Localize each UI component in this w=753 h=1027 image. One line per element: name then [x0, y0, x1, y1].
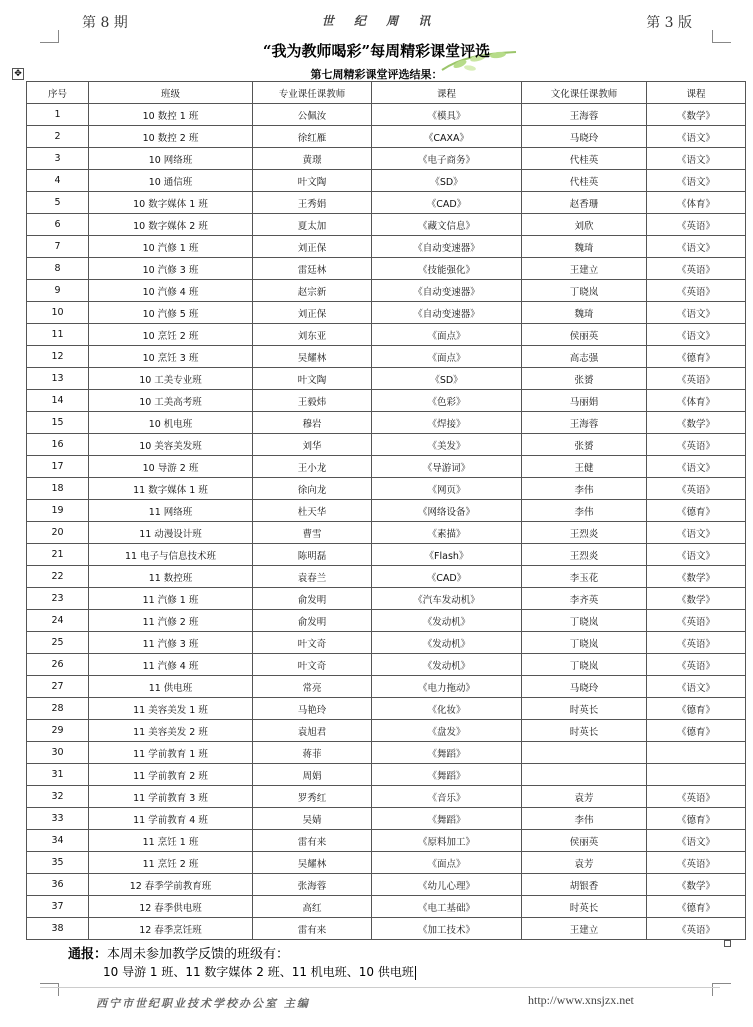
table-cell: 《数学》 [647, 588, 746, 610]
table-row [27, 874, 746, 896]
table-cell: 徐向龙 [253, 478, 372, 500]
table-cell: 《电力拖动》 [372, 676, 522, 698]
table-cell: 常亮 [253, 676, 372, 698]
footer-url[interactable]: http://www.xnsjzx.net [528, 993, 634, 1007]
table-cell: 王建立 [522, 258, 647, 280]
table-cell: 《加工技术》 [372, 918, 522, 940]
table-cell: 33 [27, 808, 89, 830]
table-cell: 11 汽修 1 班 [89, 588, 253, 610]
table-cell: 11 学前教育 2 班 [89, 764, 253, 786]
table-cell: 《舞蹈》 [372, 764, 522, 786]
table-cell: 17 [27, 456, 89, 478]
table-cell: 王烈炎 [522, 544, 647, 566]
table-cell: 徐红雁 [253, 126, 372, 148]
table-cell: 11 美容美发 2 班 [89, 720, 253, 742]
table-cell: 王海蓉 [522, 104, 647, 126]
page-header [40, 8, 720, 32]
table-cell: 《英语》 [647, 214, 746, 236]
table-cell: 《英语》 [647, 918, 746, 940]
table-cell: 袁旭君 [253, 720, 372, 742]
table-row [27, 170, 746, 192]
table-cell: 9 [27, 280, 89, 302]
crop-mark-bottom-right [712, 983, 731, 996]
table-cell: 26 [27, 654, 89, 676]
table-cell: 10 数字媒体 2 班 [89, 214, 253, 236]
table-cell: 《网页》 [372, 478, 522, 500]
table-cell: 10 汽修 4 班 [89, 280, 253, 302]
table-cell: 《体育》 [647, 192, 746, 214]
table-cell: 《发动机》 [372, 654, 522, 676]
table-resize-handle[interactable] [724, 940, 731, 947]
table-cell: 张赟 [522, 368, 647, 390]
table-cell: 王小龙 [253, 456, 372, 478]
table-cell: 周娟 [253, 764, 372, 786]
table-row [27, 896, 746, 918]
table-cell: 12 春季学前教育班 [89, 874, 253, 896]
table-cell: 《数学》 [647, 566, 746, 588]
table-cell: 《焊接》 [372, 412, 522, 434]
table-cell: 马晓玲 [522, 126, 647, 148]
table-cell: 《SD》 [372, 368, 522, 390]
table-cell: 袁芳 [522, 786, 647, 808]
table-cell: 6 [27, 214, 89, 236]
table-cell: 侯丽英 [522, 324, 647, 346]
table-cell: 10 美容美发班 [89, 434, 253, 456]
table-cell: 雷有来 [253, 918, 372, 940]
table-cell: 《自动变速器》 [372, 302, 522, 324]
table-cell: 张海蓉 [253, 874, 372, 896]
notice-label: 通报： [68, 947, 108, 962]
table-row [27, 852, 746, 874]
table-row [27, 544, 746, 566]
table-cell: 丁晓岚 [522, 654, 647, 676]
table-cell: 《德育》 [647, 896, 746, 918]
table-cell: 《英语》 [647, 478, 746, 500]
table-cell: 侯丽英 [522, 830, 647, 852]
table-cell: 11 供电班 [89, 676, 253, 698]
table-cell: 穆岩 [253, 412, 372, 434]
table-row [27, 368, 746, 390]
table-cell: 俞发明 [253, 588, 372, 610]
table-cell: 王海蓉 [522, 412, 647, 434]
table-cell: 《CAXA》 [372, 126, 522, 148]
table-cell: 2 [27, 126, 89, 148]
table-cell: 《电子商务》 [372, 148, 522, 170]
table-cell [647, 742, 746, 764]
table-cell: 《化妆》 [372, 698, 522, 720]
table-cell: 34 [27, 830, 89, 852]
table-cell: 21 [27, 544, 89, 566]
table-row [27, 720, 746, 742]
table-cell: 《英语》 [647, 852, 746, 874]
table-cell: 刘正保 [253, 236, 372, 258]
table-row [27, 742, 746, 764]
table-cell: 马艳玲 [253, 698, 372, 720]
table-cell: 11 电子与信息技术班 [89, 544, 253, 566]
crop-mark-bottom-left [40, 983, 59, 996]
table-cell: 11 数字媒体 1 班 [89, 478, 253, 500]
notice-class-list[interactable] [103, 963, 416, 980]
table-cell: 《面点》 [372, 852, 522, 874]
table-cell: 俞发明 [253, 610, 372, 632]
column-header: 课程 [647, 82, 746, 104]
table-cell: 蒋菲 [253, 742, 372, 764]
table-cell: 10 网络班 [89, 148, 253, 170]
table-cell: 27 [27, 676, 89, 698]
table-cell [522, 742, 647, 764]
table-row [27, 324, 746, 346]
table-cell: 31 [27, 764, 89, 786]
table-row [27, 698, 746, 720]
table-cell: 赵宗新 [253, 280, 372, 302]
table-cell: 23 [27, 588, 89, 610]
table-row [27, 676, 746, 698]
table-cell: 《原料加工》 [372, 830, 522, 852]
table-cell: 11 数控班 [89, 566, 253, 588]
column-header: 课程 [372, 82, 522, 104]
table-cell: 29 [27, 720, 89, 742]
table-row [27, 412, 746, 434]
table-cell: 王健 [522, 456, 647, 478]
table-cell: 《CAD》 [372, 566, 522, 588]
table-cell: 叶文奇 [253, 632, 372, 654]
table-row [27, 390, 746, 412]
table-row [27, 126, 746, 148]
table-cell: 刘欣 [522, 214, 647, 236]
table-cell: 《数学》 [647, 412, 746, 434]
table-cell: 叶文陶 [253, 368, 372, 390]
table-cell: 吴耀林 [253, 852, 372, 874]
table-cell: 《语文》 [647, 324, 746, 346]
table-cell: 魏琦 [522, 236, 647, 258]
table-cell: 38 [27, 918, 89, 940]
table-cell: 11 学前教育 3 班 [89, 786, 253, 808]
table-cell: 丁晓岚 [522, 610, 647, 632]
column-header: 班级 [89, 82, 253, 104]
table-body [27, 104, 746, 940]
table-row [27, 236, 746, 258]
table-cell: 马丽娟 [522, 390, 647, 412]
table-cell: 王秀娟 [253, 192, 372, 214]
table-cell: 王建立 [522, 918, 647, 940]
table-cell: 《美发》 [372, 434, 522, 456]
table-cell: 张赟 [522, 434, 647, 456]
table-cell: 《网络设备》 [372, 500, 522, 522]
table-cell: 陈明磊 [253, 544, 372, 566]
table-cell: 丁晓岚 [522, 632, 647, 654]
table-cell: 10 [27, 302, 89, 324]
page-subtitle: 第七周精彩课堂评选结果： [310, 68, 443, 81]
notice-classes: 10 导游 1 班、11 数字媒体 2 班、11 机电班、10 供电班 [103, 965, 414, 979]
table-cell: 《色彩》 [372, 390, 522, 412]
table-cell: 《德育》 [647, 808, 746, 830]
table-cell: 15 [27, 412, 89, 434]
table-cell: 28 [27, 698, 89, 720]
table-cell: 丁晓岚 [522, 280, 647, 302]
table-cell: 10 数控 1 班 [89, 104, 253, 126]
table-cell: 11 汽修 3 班 [89, 632, 253, 654]
footer-rule [40, 987, 720, 988]
table-cell: 11 [27, 324, 89, 346]
table-row [27, 434, 746, 456]
table-row [27, 632, 746, 654]
table-cell: 吴婧 [253, 808, 372, 830]
table-cell: 7 [27, 236, 89, 258]
table-cell: 刘华 [253, 434, 372, 456]
table-row [27, 786, 746, 808]
table-cell: 王毅炜 [253, 390, 372, 412]
table-cell: 时英长 [522, 896, 647, 918]
table-cell: 24 [27, 610, 89, 632]
table-cell: 11 动漫设计班 [89, 522, 253, 544]
table-cell: 11 汽修 4 班 [89, 654, 253, 676]
table-cell: 《英语》 [647, 280, 746, 302]
table-cell: 李齐英 [522, 588, 647, 610]
table-cell: 10 通信班 [89, 170, 253, 192]
table-cell: 3 [27, 148, 89, 170]
table-cell: 袁芳 [522, 852, 647, 874]
table-row [27, 258, 746, 280]
table-cell: 《语文》 [647, 544, 746, 566]
table-cell: 《模具》 [372, 104, 522, 126]
table-cell: 32 [27, 786, 89, 808]
table-cell: 王烈炎 [522, 522, 647, 544]
table-cell: 《语文》 [647, 170, 746, 192]
text-cursor [415, 966, 416, 980]
table-cell: 19 [27, 500, 89, 522]
table-cell: 11 烹饪 2 班 [89, 852, 253, 874]
table-cell: 《德育》 [647, 500, 746, 522]
table-cell: 《语文》 [647, 522, 746, 544]
table-cell: 10 导游 2 班 [89, 456, 253, 478]
table-cell: 雷廷林 [253, 258, 372, 280]
table-cell: 刘东亚 [253, 324, 372, 346]
table-cell: 《发动机》 [372, 610, 522, 632]
table-cell: 《数学》 [647, 874, 746, 896]
table-cell: 《盘发》 [372, 720, 522, 742]
table-row [27, 192, 746, 214]
table-cell: 《幼儿心理》 [372, 874, 522, 896]
table-cell: 时英长 [522, 720, 647, 742]
table-cell: 《面点》 [372, 324, 522, 346]
table-cell: 10 烹饪 3 班 [89, 346, 253, 368]
table-cell: 夏太加 [253, 214, 372, 236]
table-cell: 袁春兰 [253, 566, 372, 588]
table-cell: 魏琦 [522, 302, 647, 324]
table-cell: 《英语》 [647, 632, 746, 654]
page-title: “我为教师喝彩”每周精彩课堂评选 [262, 42, 491, 60]
table-cell: 《英语》 [647, 654, 746, 676]
table-cell: 高红 [253, 896, 372, 918]
table-row [27, 808, 746, 830]
table-cell: 《音乐》 [372, 786, 522, 808]
table-row [27, 500, 746, 522]
table-cell: 10 机电班 [89, 412, 253, 434]
table-cell: 代桂英 [522, 148, 647, 170]
table-row [27, 346, 746, 368]
column-header: 文化课任课教师 [522, 82, 647, 104]
table-cell: 10 工美专业班 [89, 368, 253, 390]
table-row [27, 302, 746, 324]
notice [68, 943, 289, 962]
table-cell: 《导游词》 [372, 456, 522, 478]
table-cell: 12 春季供电班 [89, 896, 253, 918]
table-cell: 36 [27, 874, 89, 896]
table-cell: 《舞蹈》 [372, 808, 522, 830]
table-row [27, 830, 746, 852]
table-cell: 11 烹饪 1 班 [89, 830, 253, 852]
table-row [27, 214, 746, 236]
table-cell: 10 汽修 5 班 [89, 302, 253, 324]
table-cell: 《英语》 [647, 368, 746, 390]
table-cell: 赵香珊 [522, 192, 647, 214]
table-cell: 《语文》 [647, 126, 746, 148]
table-cell: 高志强 [522, 346, 647, 368]
table-cell: 叶文陶 [253, 170, 372, 192]
table-cell: 10 烹饪 2 班 [89, 324, 253, 346]
table-cell: 《舞蹈》 [372, 742, 522, 764]
table-cell: 《德育》 [647, 346, 746, 368]
table-cell: 《技能强化》 [372, 258, 522, 280]
table-cell: 《英语》 [647, 786, 746, 808]
table-row [27, 918, 746, 940]
table-cell: 5 [27, 192, 89, 214]
table-cell: 曹雪 [253, 522, 372, 544]
table-cell: 吴耀林 [253, 346, 372, 368]
table-row [27, 610, 746, 632]
table-cell: 《德育》 [647, 698, 746, 720]
table-cell: 30 [27, 742, 89, 764]
table-cell: 《语文》 [647, 148, 746, 170]
table-cell [647, 764, 746, 786]
table-cell: 杜天华 [253, 500, 372, 522]
table-row [27, 478, 746, 500]
table-cell: 《面点》 [372, 346, 522, 368]
results-table [26, 81, 746, 940]
table-cell: 20 [27, 522, 89, 544]
table-cell: 《语文》 [647, 676, 746, 698]
table-cell: 《素描》 [372, 522, 522, 544]
table-cell: 10 数控 2 班 [89, 126, 253, 148]
table-cell: 《英语》 [647, 258, 746, 280]
table-cell: 14 [27, 390, 89, 412]
table-row [27, 764, 746, 786]
table-cell: 代桂英 [522, 170, 647, 192]
table-cell: 10 工美高考班 [89, 390, 253, 412]
table-row [27, 456, 746, 478]
table-cell: 《英语》 [647, 610, 746, 632]
footer-office: 西宁市世纪职业技术学校办公室 主编 [96, 997, 310, 1010]
table-cell: 35 [27, 852, 89, 874]
table-row [27, 522, 746, 544]
table-cell: 罗秀红 [253, 786, 372, 808]
table-cell: 4 [27, 170, 89, 192]
table-cell: 黄璟 [253, 148, 372, 170]
table-cell: 11 学前教育 1 班 [89, 742, 253, 764]
table-cell: 胡银香 [522, 874, 647, 896]
table-cell: 刘正保 [253, 302, 372, 324]
table-row [27, 566, 746, 588]
table-row [27, 104, 746, 126]
table-cell: 12 春季烹饪班 [89, 918, 253, 940]
table-cell: 10 汽修 1 班 [89, 236, 253, 258]
page-number: 第 3 版 [646, 15, 692, 31]
table-cell: 《电工基础》 [372, 896, 522, 918]
table-cell: 《英语》 [647, 434, 746, 456]
table-cell: 11 汽修 2 班 [89, 610, 253, 632]
table-cell: 《语文》 [647, 830, 746, 852]
notice-text: 本周未参加教学反馈的班级有： [107, 947, 290, 962]
table-cell: 11 美容美发 1 班 [89, 698, 253, 720]
table-row [27, 148, 746, 170]
table-row [27, 654, 746, 676]
table-cell: 10 汽修 3 班 [89, 258, 253, 280]
table-cell: 时英长 [522, 698, 647, 720]
table-cell: 叶文奇 [253, 654, 372, 676]
table-cell: 《语文》 [647, 236, 746, 258]
table-cell [522, 764, 647, 786]
table-cell: 《自动变速器》 [372, 236, 522, 258]
table-cell: 1 [27, 104, 89, 126]
table-cell: 8 [27, 258, 89, 280]
table-cell: 马晓玲 [522, 676, 647, 698]
issue-number: 第 8 期 [82, 15, 128, 31]
table-cell: 16 [27, 434, 89, 456]
column-header: 序号 [27, 82, 89, 104]
table-cell: 《语文》 [647, 456, 746, 478]
table-header-row [27, 82, 746, 104]
table-cell: 11 学前教育 4 班 [89, 808, 253, 830]
table-cell: 《发动机》 [372, 632, 522, 654]
table-move-handle-icon[interactable]: ✥ [12, 68, 24, 80]
table-cell: 李伟 [522, 478, 647, 500]
table-cell: 《德育》 [647, 720, 746, 742]
table-cell: 雷有来 [253, 830, 372, 852]
table-cell: 22 [27, 566, 89, 588]
table-row [27, 588, 746, 610]
table-cell: 37 [27, 896, 89, 918]
table-cell: 公佩汝 [253, 104, 372, 126]
table-row [27, 280, 746, 302]
table-cell: 李伟 [522, 500, 647, 522]
table-cell: 《体育》 [647, 390, 746, 412]
table-cell: 18 [27, 478, 89, 500]
table-cell: 13 [27, 368, 89, 390]
table-cell: 《藏文信息》 [372, 214, 522, 236]
table-cell: 李伟 [522, 808, 647, 830]
table-cell: 《语文》 [647, 302, 746, 324]
table-cell: 《汽车发动机》 [372, 588, 522, 610]
table-cell: 李玉花 [522, 566, 647, 588]
table-cell: 11 网络班 [89, 500, 253, 522]
table-cell: 25 [27, 632, 89, 654]
table-cell: 12 [27, 346, 89, 368]
table-cell: 《CAD》 [372, 192, 522, 214]
table-cell: 《Flash》 [372, 544, 522, 566]
table-cell: 10 数字媒体 1 班 [89, 192, 253, 214]
table-cell: 《SD》 [372, 170, 522, 192]
paper-name: 世 纪 周 讯 [321, 14, 439, 28]
column-header: 专业课任课教师 [253, 82, 372, 104]
table-cell: 《自动变速器》 [372, 280, 522, 302]
table-cell: 《数学》 [647, 104, 746, 126]
